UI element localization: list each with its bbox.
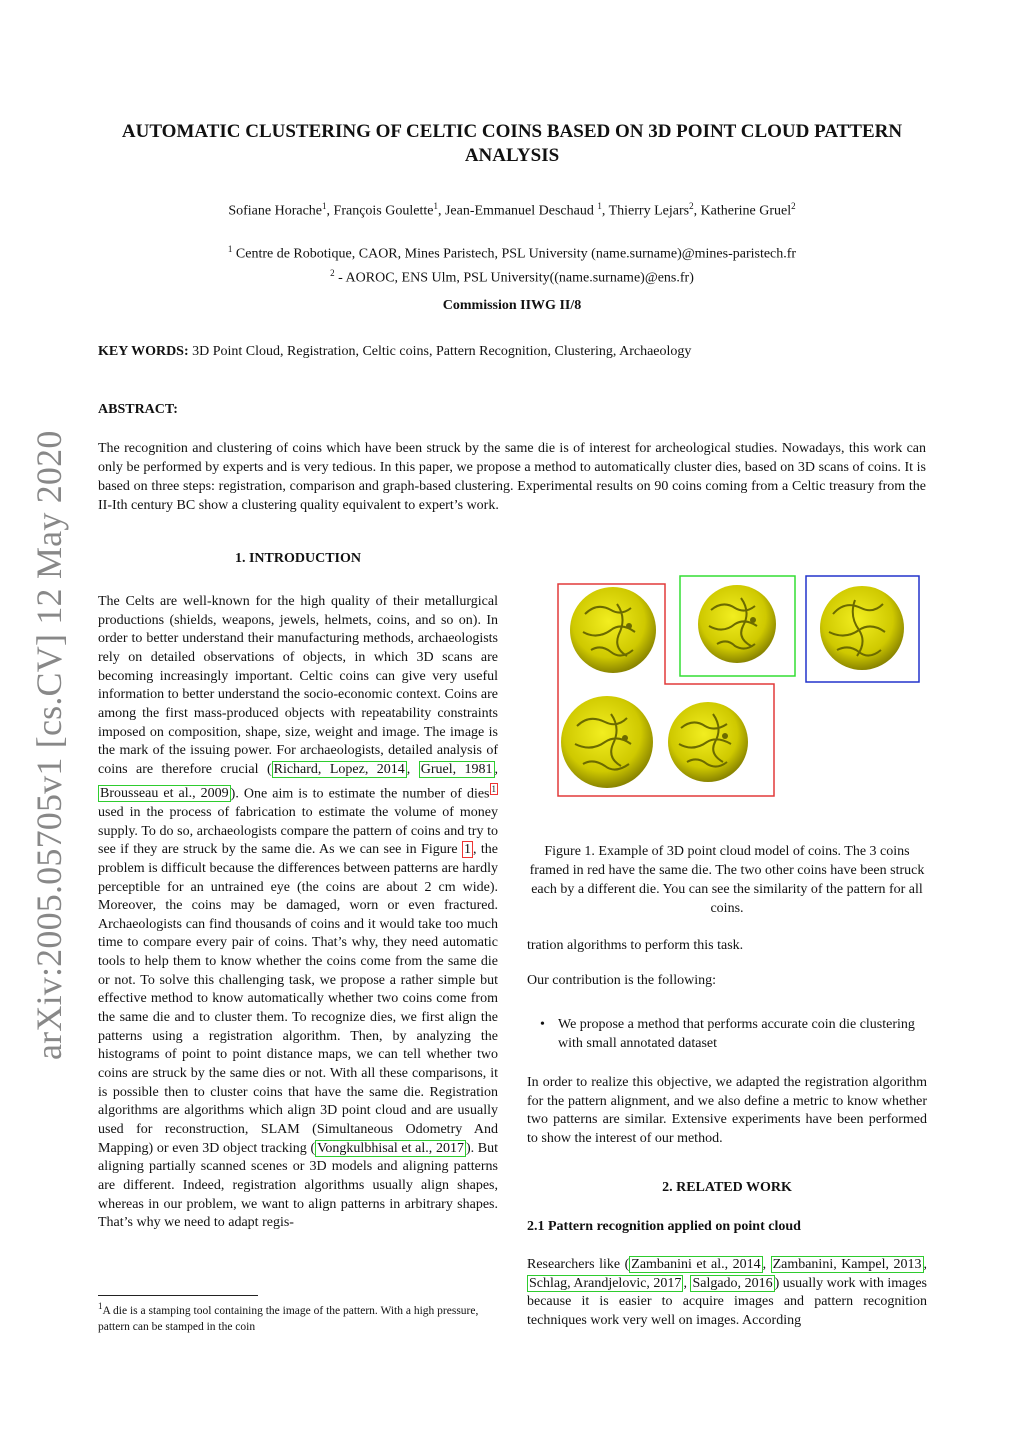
footnote-mark: 1 <box>98 1301 103 1311</box>
introduction-body <box>98 593 498 1233</box>
coin-point-cloud <box>561 696 653 788</box>
section-heading-introduction: 1. INTRODUCTION <box>234 551 361 566</box>
intro-text: ). But aligning partially scanned scenes or 3D models and aligning patterns are different. Indeed, registration algorithms usually align shapes, whereas in our problem, we want to align patterns in arbitrary shapes. That’s why we need to adapt regis- <box>98 1140 499 1231</box>
coin-point-cloud <box>570 587 656 673</box>
intro-text: , the problem is difficult because the differences between patterns are hardly perceptible for an untrained eye (the coins are about 2 cm wide). Moreover, the coins may be damaged, worn or even fractured. Archaeologists can find thousands of coins and it would take too much time to compare every pair of coins. That’s why, they need automatic tools to help them to know whether the coins come from the same die or not. To solve this challenging task, we propose a rather simple but effective method to know automatically whether two coins come from the same die and to cluster them. To recognize dies, we first align the patterns using a registration algorithm. Then, by analyzing the histograms of point to point distance maps, we can tell whether two coins are struck by the same dies or not. With all these comparisons, it is possible then to cluster coins that have the same die. Registration algorithms are algorithms which align 3D point cloud and are usually used for reconstruction, SLAM (Simultaneous Odometry And Mapping) or even 3D object tracking ( <box>98 842 498 1156</box>
author-list: Sofiane Horache$^1$, François Goulette$^1$, Jean-Emmanuel Deschaud $^1$, Thierry Lejars$^2$, Katherine Gruel$^2$ <box>228 201 796 219</box>
section-heading-related-work: 2. RELATED WORK <box>662 1180 792 1195</box>
author-affiliation-mark: 1 <box>597 201 602 211</box>
related-text: ) usually work with images because it is easier to acquire images and pattern recognition techniques work very well on images. According <box>527 1275 928 1328</box>
objective-paragraph: In order to realize this objective, we adapted the registration algorithm for the pattern alignment, and we also define a metric to know whether two patterns are similar. Extensive experiments have been performed to show the interest of our method. <box>527 1075 927 1146</box>
citation-link[interactable]: Schlag, Arandjelovic, 2017 <box>529 1275 682 1291</box>
author-affiliation-mark: 1 <box>322 201 327 211</box>
keywords-text: 3D Point Cloud, Registration, Celtic coins, Pattern Recognition, Clustering, Archaeology <box>188 344 692 359</box>
intro-text: , <box>494 761 499 777</box>
coin-point-cloud <box>668 702 748 782</box>
affiliations <box>98 240 926 287</box>
subsection-heading: 2.1 Pattern recognition applied on point cloud <box>527 1219 801 1234</box>
author-name: Katherine Gruel <box>700 203 792 219</box>
footnote-rule <box>98 1295 258 1296</box>
contribution-item: We propose a method that performs accurate coin die clustering with small annotated dataset <box>558 1017 915 1051</box>
related-work-body <box>527 1256 927 1331</box>
figure-coins <box>555 574 923 800</box>
abstract-text: The recognition and clustering of coins which have been struck by the same die is of interest for archeological studies. Nowadays, this work can only be performed by experts and is very tedious. In this paper, we propose a method to automatically cluster dies, based on 3D scans of coins. It is based on three steps: registration, comparison and graph-based clustering. Experimental results on 90 coins coming from a Celtic treasury from the II-Ith century BC show a clustering quality equivalent to expert’s work. <box>98 441 926 513</box>
citation-link[interactable]: Gruel, 1981 <box>420 761 493 777</box>
intro-text: ). One aim is to estimate the number of dies <box>230 786 490 802</box>
coin-point-cloud <box>698 585 776 663</box>
contribution-intro: Our contribution is the following: <box>527 973 716 988</box>
citation-link[interactable]: Richard, Lopez, 2014 <box>273 761 405 777</box>
coin-point-cloud <box>820 586 904 670</box>
author-affiliation-mark: 2 <box>791 201 796 211</box>
author-name: François Goulette <box>333 203 434 219</box>
affiliation-1 <box>98 240 926 264</box>
affiliation-mark: 1 <box>227 244 233 254</box>
intro-continuation: tration algorithms to perform this task. <box>527 938 744 953</box>
keywords <box>98 344 926 360</box>
author-name: Jean-Emmanuel Deschaud <box>444 203 598 219</box>
intro-text: The Celts are well-known for the high quality of their metallurgical productions (shields, weapons, jewels, helmets, coins, and so on). In order to better understand their manufacturing methods, archaeologists rely on detailed observations of objects, in which 3D scans are becoming increasingly important. Celtic coins can give very useful information to better understand the socio-economic context. Coins are among the first mass-produced objects with repeatability constraints imposed on composition, shape, size, weight and image. The image is the mark of the issuing power. For archaeologists, detailed analysis of coins are therefore crucial ( <box>98 594 498 777</box>
intro-text: used in the process of fabrication to estimate the volume of money supply. To do so, archaeologists compare the pattern of coins and try to see if they are struck by the same die. As we can see in Figure <box>98 804 498 858</box>
bullet-marker: • <box>540 1017 545 1032</box>
figure-link[interactable]: 1 <box>464 842 471 858</box>
citation-link[interactable]: Vongkulbhisal et al., 2017 <box>317 1140 464 1156</box>
citation-link[interactable]: Brousseau et al., 2009 <box>100 786 229 802</box>
footnote-link[interactable]: 1 <box>491 783 496 794</box>
author-affiliation-mark: 2 <box>689 201 694 211</box>
abstract-heading: ABSTRACT: <box>98 402 178 417</box>
footnote <box>98 1298 498 1335</box>
related-text: , <box>762 1257 771 1272</box>
intro-text: , <box>406 761 419 777</box>
affiliation-text: Centre de Robotique, CAOR, Mines Paristech, PSL University (name.surname)@mines-paristech.fr <box>232 246 797 262</box>
affiliation-text: - AOROC, ENS Ulm, PSL University((name.surname)@ens.fr) <box>334 270 694 286</box>
commission: Commission IIWG II/8 <box>442 298 582 313</box>
arxiv-identifier: arXiv:2005.05705v1 [cs.CV] 12 May 2020 <box>29 430 69 1060</box>
keywords-label: KEY WORDS: <box>98 344 189 359</box>
related-text: , <box>683 1275 691 1291</box>
paper-title: AUTOMATIC CLUSTERING OF CELTIC COINS BASED ON 3D POINT CLOUD PATTERN ANALYSIS <box>121 121 903 166</box>
related-text: , <box>923 1257 927 1272</box>
contribution-list <box>540 1015 925 1053</box>
figure-caption: Figure 1. Example of 3D point cloud model of coins. The 3 coins framed in red have the same die. The two other coins have been struck each by a different die. You can see the similarity of the pattern for all coins. <box>529 844 925 916</box>
affiliation-2 <box>98 264 926 288</box>
related-text: Researchers like ( <box>527 1257 630 1272</box>
author-affiliation-mark: 1 <box>433 201 438 211</box>
footnote-text: A die is a stamping tool containing the image of the pattern. With a high pressure, pattern can be stamped in the coin <box>98 1304 479 1333</box>
citation-link[interactable]: Zambanini, Kampel, 2013 <box>772 1257 922 1272</box>
author-name: Thierry Lejars <box>608 203 690 219</box>
affiliation-mark: 2 <box>330 267 335 278</box>
author-name: Sofiane Horache <box>228 203 323 219</box>
citation-link[interactable]: Salgado, 2016 <box>692 1275 773 1291</box>
citation-link[interactable]: Zambanini et al., 2014 <box>631 1257 761 1272</box>
